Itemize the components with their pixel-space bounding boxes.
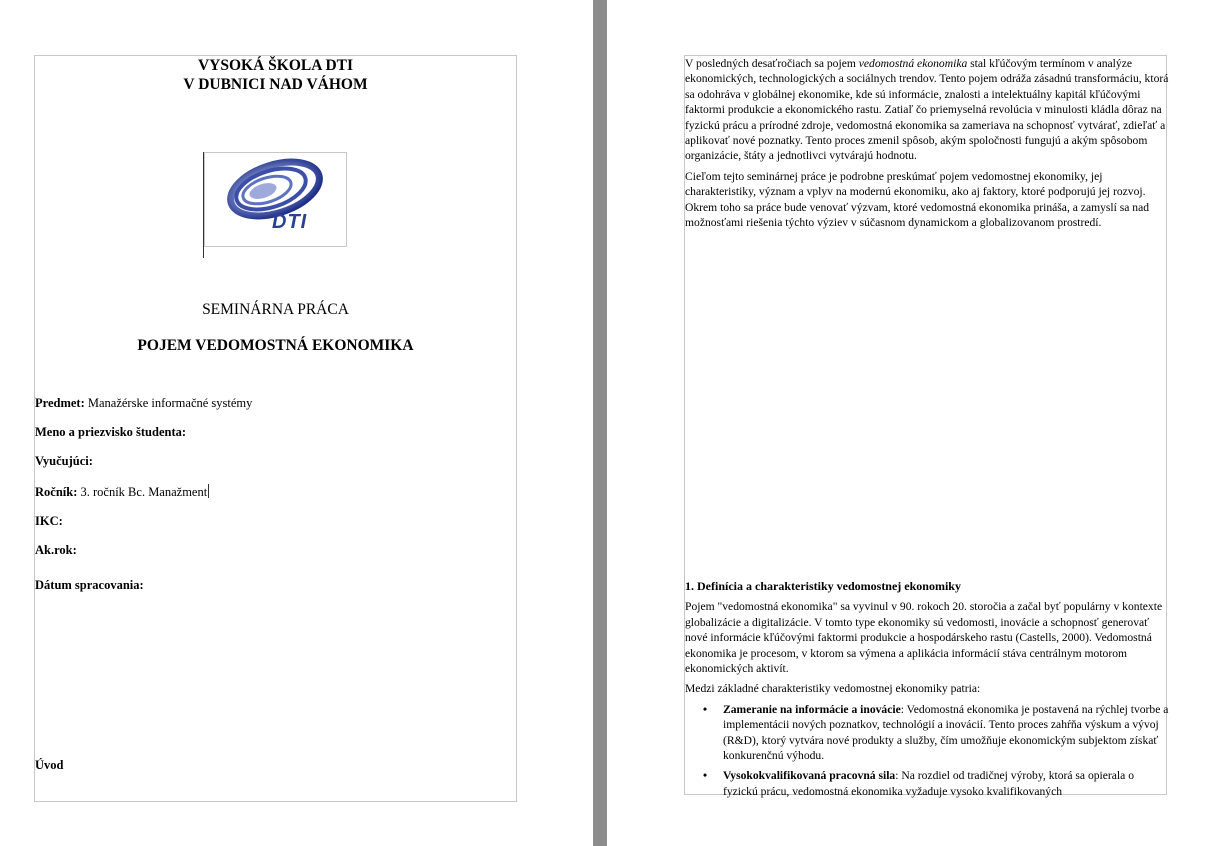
bullet-icon: • xyxy=(703,702,708,716)
field-subject xyxy=(35,396,252,411)
section-1-paragraph-1: Pojem "vedomostná ekonomika" sa vyvinul v 90. rokoch 20. storočia a začal byť populárny v kontexte globalizácie a digitalizácie. V tomto type ekonomiky sú vedomosti, inovácie a schopnosť generovať nové informácie kľúčovými faktormi produkcie a hospodárskeho rastu (Castells, 2000). Vedomostná ekonomika je procesom, v ktorom sa výmena a aplikácia informácií stáva centrálnym motorom ekonomických aktivít. xyxy=(685,600,1163,676)
field-value: 3. ročník Bc. Manažment xyxy=(77,485,208,499)
field-label: Dátum spracovania: xyxy=(35,578,144,592)
field-student-name xyxy=(35,425,186,440)
characteristics-list xyxy=(685,702,1170,799)
section-1-heading: 1. Definícia a charakteristiky vedomostnej ekonomiky xyxy=(685,579,961,593)
document-type: SEMINÁRNA PRÁCA xyxy=(202,301,349,318)
field-label: Ak.rok: xyxy=(35,543,77,557)
field-teacher xyxy=(35,454,93,469)
field-ikc xyxy=(35,514,63,529)
field-value: Manažérske informačné systémy xyxy=(84,396,253,410)
title-page xyxy=(34,55,517,802)
school-name-line1: VYSOKÁ ŠKOLA DTI xyxy=(197,57,354,74)
bullet-icon: • xyxy=(703,769,708,783)
list-item-text: : Vedomostná ekonomika je postavená na rýchlej tvorbe a implementácii nových poznatkov, technológií a inovácií. Tento proces zahŕňa výskum a vývoj (R&D), ktorý vytvára nové produkty a služby, čím umožňuje ekonomickým subjektom získať konkurenčnú výhodu. xyxy=(723,702,1169,763)
field-label: Predmet: xyxy=(35,396,85,410)
intro-p1-end: stal kľúčovým termínom v analýze ekonomických, technologických a sociálnych trendov. Tento pojem odráža zásadnú transformáciu, ktorá sa odohráva v globálnej ekonomike, kde sú informácie, znalosti a intelektuálny kapitál kľúčovými faktormi produkcie a ekonomického rastu. Zatiaľ čo priemyselná revolúcia v minulosti kládla dôraz na fyzickú prácu a prírodné zdroje, vedomostná ekonomika sa zameriava na schopnosť vytvárať, zdieľať a aplikovať nové poznatky. Tento proces zmenil spôsob, akým spoločnosti fungujú a akým spôsobom organizácie, štáty a jednotlivci vytvárajú hodnotu. xyxy=(685,57,1169,163)
section-1-block xyxy=(685,579,1170,804)
intro-text-block xyxy=(685,56,1170,235)
intro-heading-text: Úvod xyxy=(35,758,64,772)
section-1-paragraph-2: Medzi základné charakteristiky vedomostnej ekonomiky patria: xyxy=(685,682,981,696)
field-label: IKC: xyxy=(35,514,63,528)
text-cursor xyxy=(208,484,209,498)
intro-paragraph-2: Cieľom tejto seminárnej práce je podrobne preskúmať pojem vedomostnej ekonomiky, jej charakteristiky, význam a vplyv na modernú ekonomiku, ako aj faktory, ktoré podporujú jej rozvoj. Okrem toho sa práce bude venovať výzvam, ktoré vedomostná ekonomika prináša, a zamyslí sa nad možnosťami riešenia týchto výziev v súčasnom dynamickom a globalizovanom prostredí. xyxy=(685,169,1150,230)
list-item xyxy=(685,768,1170,799)
intro-p1-start: V posledných desaťročiach sa pojem xyxy=(685,57,859,70)
dti-logo[interactable] xyxy=(204,152,347,247)
list-item-label: Vysokokvalifikovaná pracovná sila xyxy=(723,769,896,783)
school-name-line2: V DUBNICI NAD VÁHOM xyxy=(183,76,368,93)
field-year xyxy=(35,484,209,500)
list-item-text: : Na rozdiel od tradičnej výroby, ktorá sa opierala o fyzickú prácu, vedomostná ekonomika vyžaduje vysoko kvalifikovaných xyxy=(723,769,1134,798)
field-academic-year xyxy=(35,543,77,558)
page-gap-divider xyxy=(593,0,607,846)
list-item xyxy=(685,702,1170,764)
field-label: Ročník: xyxy=(35,485,78,499)
intro-heading xyxy=(35,758,63,773)
field-label: Vyučujúci: xyxy=(35,454,93,468)
intro-p1-emphasis: vedomostná ekonomika xyxy=(858,57,968,70)
logo-text: DTI xyxy=(272,211,308,233)
list-item-label: Zameranie na informácie a inovácie xyxy=(723,702,901,716)
content-page xyxy=(684,55,1169,798)
intro-paragraph-1 xyxy=(685,56,1170,164)
field-date xyxy=(35,578,144,593)
document-topic: POJEM VEDOMOSTNÁ EKONOMIKA xyxy=(137,337,414,354)
field-label: Meno a priezvisko študenta: xyxy=(35,425,187,439)
